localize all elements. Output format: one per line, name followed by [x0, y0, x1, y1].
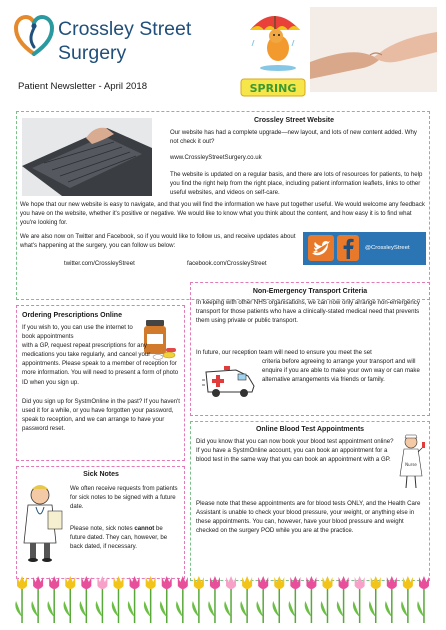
- tulip-icon: [224, 576, 236, 623]
- prescriptions-paragraph: with a GP, request repeat prescriptions for any medications you take regularly, and cancel your appointments. Please speak to a member of reception for more information. You will need to present a form of photo ID when you sign up.: [22, 342, 179, 386]
- tulip-icon: [112, 576, 124, 623]
- prescriptions-paragraph: If you wish to, you can use the internet to book appointments: [22, 324, 133, 341]
- tulip-icon: [337, 576, 349, 623]
- tulip-icon: [96, 576, 108, 623]
- sick-notes-emphasis: cannot: [134, 525, 155, 532]
- umbrella-cartoon-icon: [244, 6, 304, 76]
- tulip-icon: [128, 576, 140, 623]
- ambulance-icon: [202, 360, 258, 400]
- tulip-icon: [176, 576, 188, 623]
- transport-paragraph: In keeping with other NHS organisations, we can now only arrange non-emergency transport for those patients who have a clinically-stated medical need that prevents them using private or public transport.: [196, 299, 420, 325]
- keyboard-photo-icon: [22, 118, 152, 196]
- tulip-icon: [385, 576, 397, 623]
- tulip-icon: [15, 576, 27, 623]
- tulip-icon: [289, 576, 301, 623]
- twitter-link[interactable]: twitter.com/CrossleyStreet: [64, 260, 135, 267]
- website-paragraph: We are also now on Twitter and Facebook, so if you would like to follow us, and receive updates about what's happening at the surgery, you can follow us below:: [20, 233, 296, 250]
- website-title: Crossley Street Website: [253, 117, 334, 124]
- tulip-icon: [240, 576, 252, 623]
- sick-notes-text: be future dated. They can, however, be back dated, if necessary.: [70, 525, 168, 551]
- tulip-icon: [208, 576, 220, 623]
- twitter-bird-icon[interactable]: [308, 235, 334, 261]
- prescriptions-paragraph: Did you sign up for SystmOnline in the past? If you haven't used it for a while, or you have forgotten your password, speak to reception, and we can arrange to have your password reset.: [22, 398, 180, 433]
- brand-subname: Surgery: [58, 42, 127, 64]
- blood-test-title: Online Blood Test Appointments: [255, 426, 365, 433]
- nurse-cartoon-icon: [396, 432, 426, 492]
- website-url-link[interactable]: www.CrossleyStreetSurgery.co.uk: [170, 154, 262, 161]
- tulip-icon: [256, 576, 268, 623]
- social-handle: @CrossleyStreet: [365, 245, 410, 251]
- tulip-icon: [417, 576, 429, 623]
- blood-test-paragraph: Did you know that you can now book your blood test appointment online? If you have a SystmOnline account, you can book an appointment for a blood test in the same way that you can book an appointment with a GP.: [196, 438, 394, 464]
- spring-banner-icon: [240, 76, 306, 98]
- doctor-cartoon-icon: [18, 481, 66, 563]
- facebook-icon[interactable]: [337, 235, 359, 261]
- website-paragraph: The website is updated on a regular basis, and there are lots of resources for patients, to help you find the right help from the right place, including patient information leaflets, links to other useful websites, and videos on self-care.: [170, 171, 423, 197]
- tulip-icon: [47, 576, 59, 623]
- brand-name: Crossley Street: [58, 18, 192, 40]
- tulip-icon: [305, 576, 317, 623]
- transport-paragraph: In future, our reception team will need to ensure you meet the set: [196, 349, 372, 356]
- prescriptions-title: Ordering Prescriptions Online: [22, 312, 122, 319]
- tulip-icon: [369, 576, 381, 623]
- transport-paragraph: criteria before agreeing to arrange your transport and will enquire if you are able to make your own way or can make alternative arrangements via friends or family.: [262, 358, 420, 384]
- tulip-icon: [80, 576, 92, 623]
- newsletter-title: Patient Newsletter - April 2018: [18, 81, 148, 92]
- tulip-icon: [31, 576, 43, 623]
- tulip-icon: [160, 576, 172, 623]
- facebook-link[interactable]: facebook.com/CrossleyStreet: [187, 260, 267, 267]
- sick-notes-text: Please note, sick notes: [70, 525, 135, 532]
- sick-notes-title: Sick Notes: [83, 471, 119, 478]
- tulip-icon: [64, 576, 76, 623]
- tulip-icon: [273, 576, 285, 623]
- blood-test-paragraph: Please note that these appointments are for blood tests ONLY, and the Health Care Assistant is unable to check your blood pressure, your weight, or anything else in these appointments. You can, however, have your blood pressure and weight checked on the surgery POD while you are at the practice.: [196, 500, 421, 535]
- tulip-icon: [401, 576, 413, 623]
- tulip-icon: [192, 576, 204, 623]
- tulip-icon: [144, 576, 156, 623]
- website-paragraph: Our website has had a complete upgrade—new layout, and lots of new content added. Why not check it out?: [170, 129, 417, 146]
- tulip-icon: [321, 576, 333, 623]
- sick-notes-paragraph: We often receive requests from patients for sick notes to be signed with a future date.: [70, 485, 178, 511]
- nurse-label: Nurse: [405, 462, 417, 467]
- sick-notes-paragraph: [70, 524, 180, 551]
- website-paragraph: We hope that our new website is easy to navigate, and that you will find the information we have put together useful. We would welcome any feedback you have on the website, whether it's positive or negative. We would like to know what you think about the content, and how easy it is to find what you're looking for.: [20, 201, 425, 227]
- surgery-logo-icon: [14, 14, 54, 58]
- tulip-icon: [353, 576, 365, 623]
- tulip-border-icon: [14, 571, 432, 623]
- holding-hands-photo-icon: [310, 7, 437, 92]
- spring-text: SPRING: [249, 82, 297, 95]
- transport-title: Non-Emergency Transport Criteria: [252, 288, 368, 295]
